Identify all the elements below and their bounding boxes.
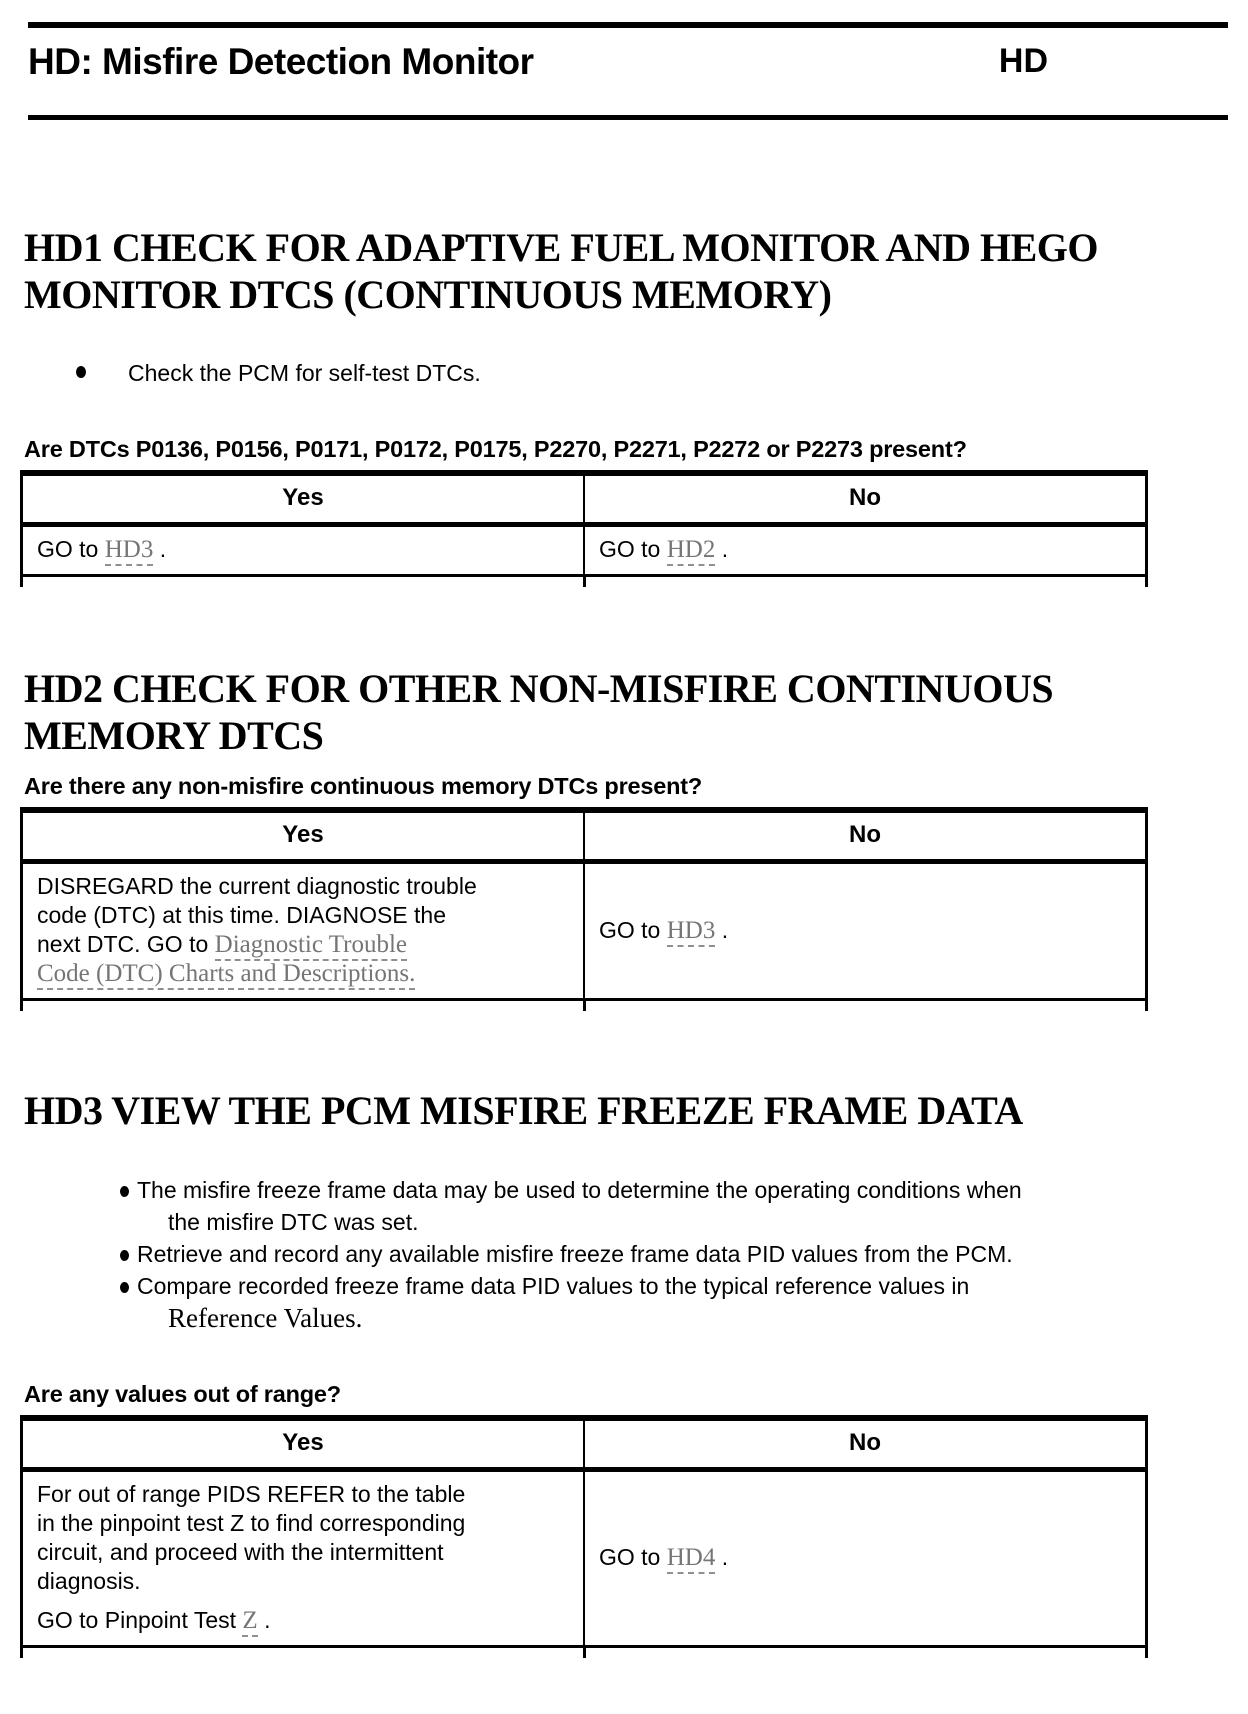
hd1-heading: HD1 CHECK FOR ADAPTIVE FUEL MONITOR AND HEGO MONITOR DTCS (CONTINUOUS MEMORY) — [24, 225, 1099, 317]
hd3-yes-line4: diagnosis. — [37, 1568, 141, 1594]
hd3-bullet-1-line2: the misfire DTC was set. — [168, 1209, 419, 1235]
hd3-bullet-3 — [120, 1270, 1228, 1335]
page-title: HD: Misfire Detection Monitor — [28, 41, 534, 82]
section-hd2 — [20, 665, 1228, 1001]
reference-values-link[interactable]: Reference Values. — [168, 1303, 363, 1333]
bullet-icon — [120, 1186, 129, 1197]
hd1-bullet-text: Check the PCM for self-test DTCs. — [128, 360, 481, 386]
hd3-yes-goto-suffix: . — [257, 1607, 271, 1633]
link-dtc-charts[interactable]: Diagnostic Trouble — [215, 931, 407, 961]
link-hd3[interactable]: HD3 — [667, 917, 716, 947]
link-hd2[interactable]: HD2 — [667, 536, 716, 566]
hd1-yes-cell — [22, 525, 585, 576]
hd2-yes-column-header: Yes — [22, 810, 585, 862]
hd3-question: Are any values out of range? — [24, 1381, 341, 1407]
bullet-icon — [76, 366, 86, 378]
hd1-no-text: GO to — [599, 536, 667, 562]
hd3-yes-paragraph-2 — [37, 1606, 569, 1635]
hd3-yes-goto-text: GO to Pinpoint Test — [37, 1607, 243, 1633]
hd3-yes-line1: For out of range PIDS REFER to the table — [37, 1481, 466, 1507]
table-row — [22, 862, 1147, 1000]
hd3-no-column-header: No — [584, 1418, 1147, 1470]
hd2-no-column-header: No — [584, 810, 1147, 862]
hd3-bullet-list — [120, 1174, 1228, 1335]
hd2-question: Are there any non-misfire continuous memory DTCs present? — [24, 773, 703, 799]
hd1-yes-suffix: . — [153, 536, 167, 562]
table-border-artifact — [1145, 577, 1148, 587]
page-code: HD — [998, 42, 1048, 80]
document-page — [0, 22, 1248, 1648]
table-border-artifact — [1145, 1648, 1148, 1658]
section-hd1 — [20, 224, 1228, 577]
hd3-bullet-1 — [120, 1174, 1228, 1238]
hd1-no-column-header: No — [584, 473, 1147, 525]
table-border-artifact — [1145, 1001, 1148, 1011]
hd2-yes-cell — [22, 862, 585, 1000]
table-border-artifact — [583, 1001, 586, 1011]
link-hd3[interactable]: HD3 — [105, 536, 154, 566]
hd2-yes-line2: code (DTC) at this time. DIAGNOSE the — [37, 902, 447, 928]
table-border-artifact — [583, 1648, 586, 1658]
hd3-no-cell — [584, 1470, 1147, 1647]
hd3-yes-paragraph-1 — [37, 1480, 569, 1596]
table-row — [22, 525, 1147, 576]
table-border-artifact — [20, 1648, 23, 1658]
hd3-yes-cell — [22, 1470, 585, 1647]
link-pinpoint-test-z[interactable]: Z — [242, 1607, 257, 1637]
hd1-yes-column-header: Yes — [22, 473, 585, 525]
hd3-yes-column-header: Yes — [22, 1418, 585, 1470]
hd1-yes-text: GO to — [37, 536, 105, 562]
section-hd3 — [20, 1087, 1228, 1648]
hd2-decision-table — [20, 807, 1148, 1001]
hd1-decision-table — [20, 470, 1148, 577]
hd2-yes-line1: DISREGARD the current diagnostic trouble — [37, 873, 477, 899]
hd2-no-suffix: . — [715, 916, 729, 943]
hd3-no-text: GO to — [599, 1544, 667, 1570]
hd2-no-cell — [584, 862, 1147, 1000]
table-row — [22, 1470, 1147, 1647]
hd3-decision-table — [20, 1415, 1148, 1648]
table-border-artifact — [20, 577, 23, 587]
bullet-icon — [120, 1250, 129, 1261]
hd2-heading: HD2 CHECK FOR OTHER NON-MISFIRE CONTINUOUS MEMORY DTCS — [24, 666, 1054, 758]
hd3-heading: HD3 VIEW THE PCM MISFIRE FREEZE FRAME DATA — [24, 1088, 1023, 1133]
table-border-artifact — [583, 577, 586, 587]
page-header — [28, 40, 1228, 83]
hd3-bullet-2 — [120, 1238, 1228, 1270]
hd3-bullet-3-text: Compare recorded freeze frame data PID values to the typical reference values in — [137, 1273, 970, 1299]
header-rule-top — [28, 22, 1228, 28]
hd3-bullet-2-text: Retrieve and record any available misfire freeze frame data PID values from the PCM. — [137, 1241, 1013, 1267]
header-rule-bottom — [28, 115, 1228, 120]
hd1-no-suffix: . — [715, 536, 729, 562]
table-border-artifact — [20, 1001, 23, 1011]
hd3-yes-line3: circuit, and proceed with the intermittent — [37, 1539, 444, 1565]
hd1-bullet — [76, 358, 1228, 388]
hd2-no-text: GO to — [599, 916, 667, 943]
link-hd4[interactable]: HD4 — [667, 1544, 716, 1574]
hd3-yes-line2: in the pinpoint test Z to find corresponding — [37, 1510, 466, 1536]
hd3-no-suffix: . — [715, 1544, 729, 1570]
hd2-yes-line3: next DTC. GO to — [37, 931, 215, 957]
hd1-question: Are DTCs P0136, P0156, P0171, P0172, P0175, P2270, P2271, P2272 or P2273 present? — [24, 436, 967, 462]
hd3-bullet-1-line1: The misfire freeze frame data may be used to determine the operating conditions when — [137, 1177, 1022, 1203]
bullet-icon — [120, 1282, 129, 1293]
hd1-no-cell — [584, 525, 1147, 576]
link-dtc-charts[interactable]: Code (DTC) Charts and Descriptions. — [37, 960, 415, 990]
